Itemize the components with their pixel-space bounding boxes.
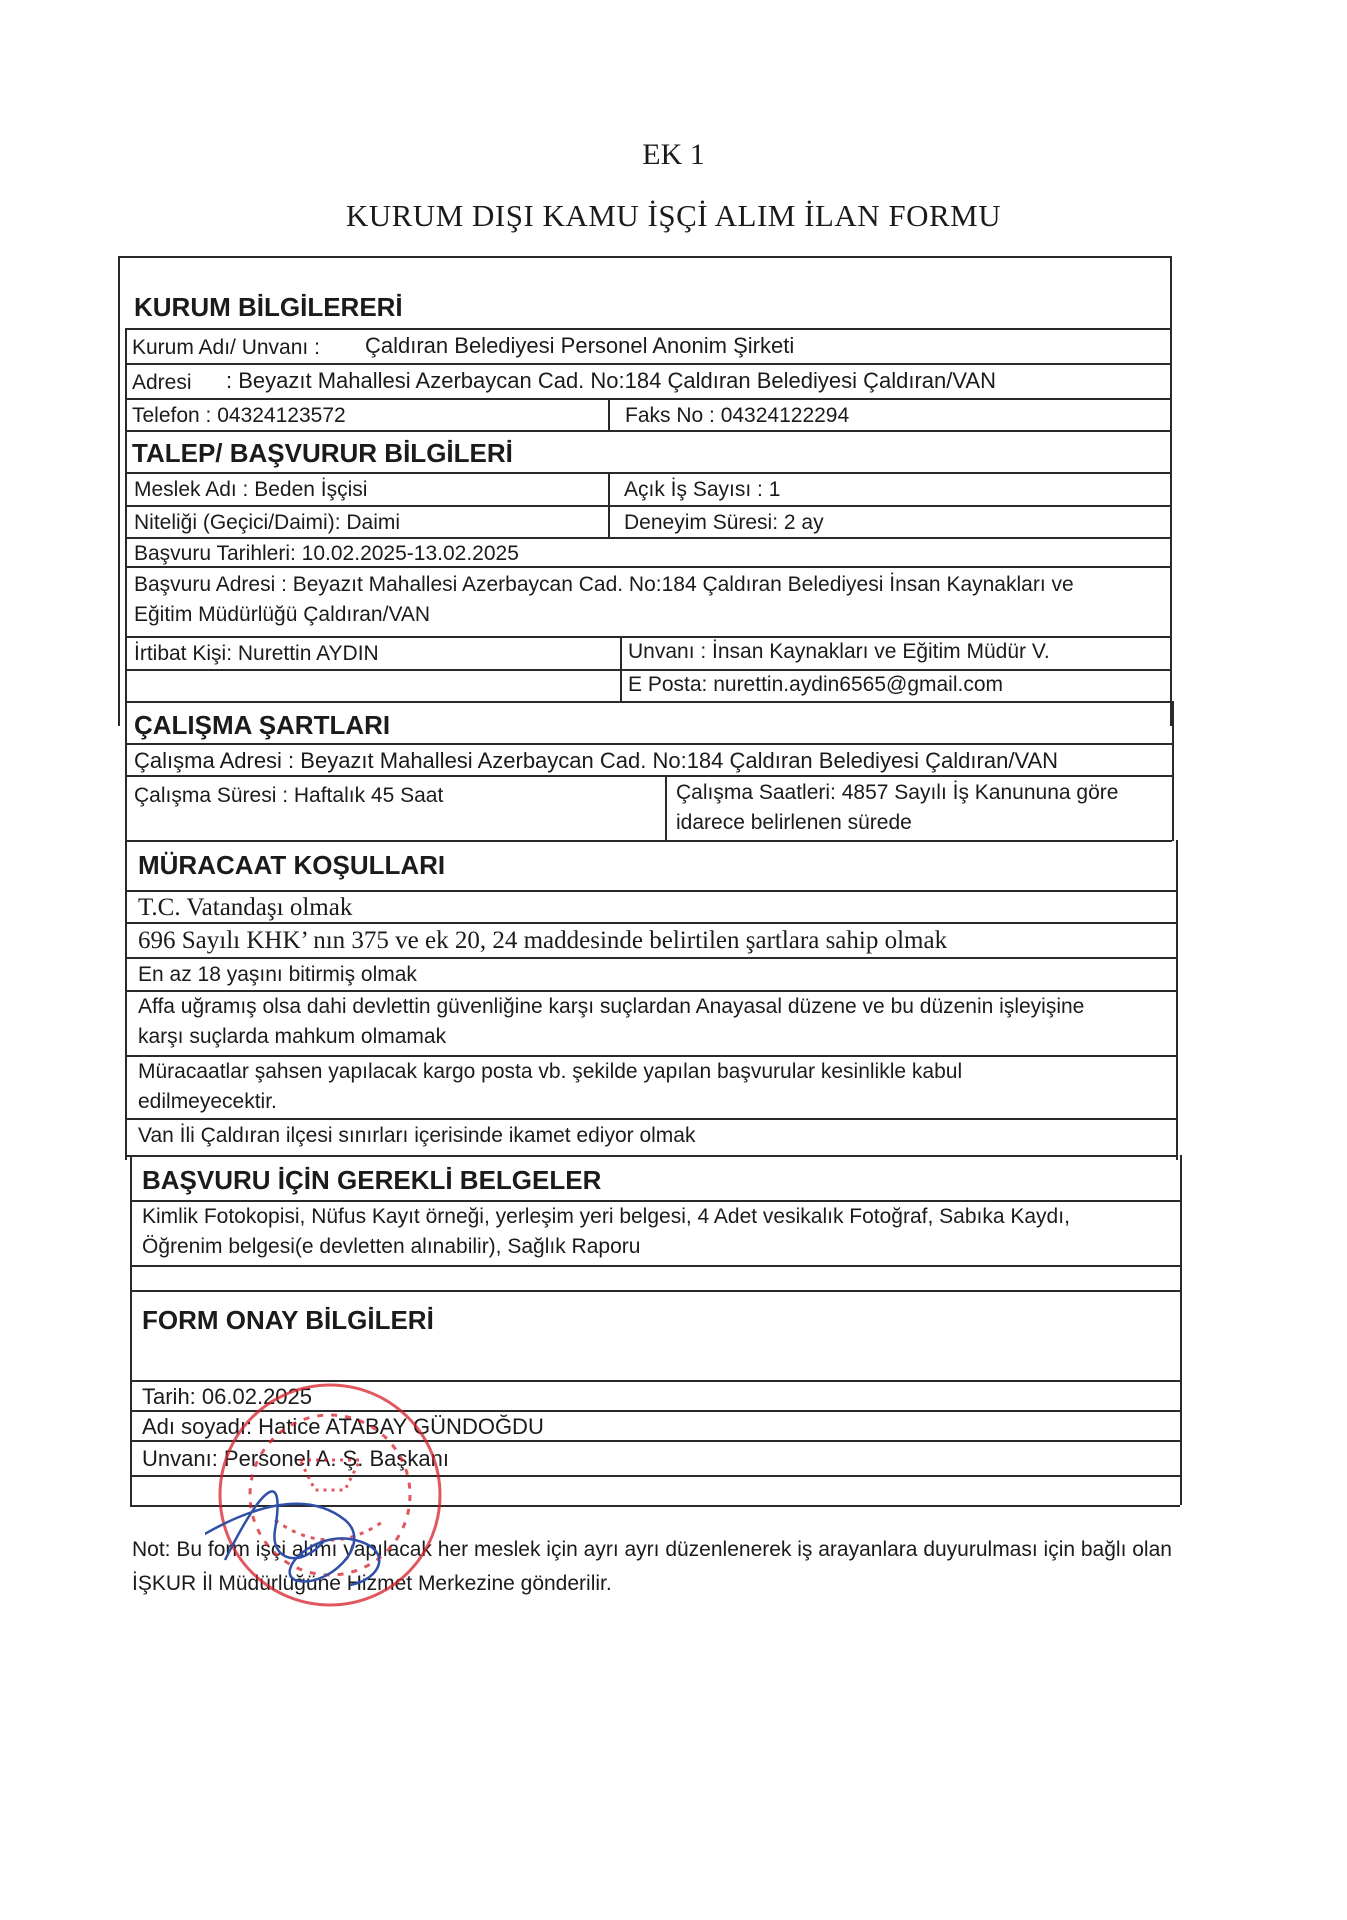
muracaat-item-6: Van İli Çaldıran ilçesi sınırları içerisinde ikamet ediyor olmak [138,1124,696,1147]
talep-eposta: E Posta: nurettin.aydin6565@gmail.com [628,673,1004,696]
kurum-fax: Faks No : 04324122294 [625,404,850,427]
footer-note: Not: Bu form işçi alımı yapılacak her meslek için ayrı ayrı düzenlenerek iş arayanlara duyurulması için bağlı olan İŞKUR İl Müdürlüğüne Hizmet Merkezine gönderilir. [132,1538,1172,1595]
talep-irtibat: İrtibat Kişi: Nurettin AYDIN [134,642,379,665]
official-stamp-icon [205,1370,455,1620]
section-kurum-heading: KURUM BİLGİLERERİ [134,292,403,322]
talep-adres: Başvuru Adresi : Beyazıt Mahallesi Azerbaycan Cad. No:184 Çaldıran Belediyesi İnsan Kaynakları ve Eğitim Müdürlüğü Çaldıran/VAN [134,573,1074,626]
section-belgeler-heading: BAŞVURU İÇİN GEREKLİ BELGELER [142,1165,602,1195]
form-title: KURUM DIŞI KAMU İŞÇİ ALIM İLAN FORMU [345,198,1002,233]
calisma-adres: Çalışma Adresi : Beyazıt Mahallesi Azerbaycan Cad. No:184 Çaldıran Belediyesi Çaldıran/VAN [134,748,1059,773]
talep-niteligi: Niteliği (Geçici/Daimi): Daimi [134,511,401,534]
onay-adsoyad: Adı soyadı: Hatice ATABAY GÜNDOĞDU [142,1414,544,1439]
muracaat-item-4: Affa uğramış olsa dahi devlettin güvenliğine karşı suçlardan Anayasal düzene ve bu düzenin işleyişine karşı suçlarda mahkum olmamak [138,995,1085,1048]
kurum-name-value: Çaldıran Belediyesi Personel Anonim Şirketi [365,333,795,358]
section-calisma-heading: ÇALIŞMA ŞARTLARI [134,710,391,740]
kurum-address-label: Adresi [132,371,192,394]
calisma-sure: Çalışma Süresi : Haftalık 45 Saat [134,784,444,807]
muracaat-item-1: T.C. Vatandaşı olmak [138,894,353,921]
section-muracaat-heading: MÜRACAAT KOŞULLARI [138,850,446,880]
talep-meslek: Meslek Adı : Beden İşçisi [134,478,368,501]
kurum-phone: Telefon : 04324123572 [132,404,346,427]
talep-deneyim: Deneyim Süresi: 2 ay [624,511,824,534]
calisma-saatler: Çalışma Saatleri: 4857 Sayılı İş Kanununa göre idarece belirlenen sürede [676,781,1119,834]
talep-acik-is: Açık İş Sayısı : 1 [624,478,781,501]
kurum-name-label: Kurum Adı/ Unvanı : [132,336,320,359]
section-talep-heading: TALEP/ BAŞVURUR BİLGİLERİ [132,438,513,468]
muracaat-item-2: 696 Sayılı KHK’ nın 375 ve ek 20, 24 maddesinde belirtilen şartlara sahip olmak [138,927,948,954]
onay-tarih: Tarih: 06.02.2025 [142,1384,313,1409]
muracaat-item-3: En az 18 yaşını bitirmiş olmak [138,963,417,986]
kurum-address-value: : Beyazıt Mahallesi Azerbaycan Cad. No:184 Çaldıran Belediyesi Çaldıran/VAN [226,368,996,393]
muracaat-item-5: Müracaatlar şahsen yapılacak kargo posta vb. şekilde yapılan başvurular kesinlikle kabul edilmeyecektir. [138,1060,963,1113]
section-onay-heading: FORM ONAY BİLGİLERİ [142,1305,434,1335]
onay-unvan: Unvanı: Personel A. Ş. Başkanı [142,1446,449,1471]
document-label: EK 1 [642,138,705,171]
belgeler-text: Kimlik Fotokopisi, Nüfus Kayıt örneği, yerleşim yeri belgesi, 4 Adet vesikalık Fotoğraf, Sabıka Kaydı, Öğrenim belgesi(e devletten alınabilir), Sağlık Raporu [142,1205,1070,1258]
talep-tarihler: Başvuru Tarihleri: 10.02.2025-13.02.2025 [134,542,519,565]
talep-unvan: Unvanı : İnsan Kaynakları ve Eğitim Müdür V. [628,640,1050,663]
